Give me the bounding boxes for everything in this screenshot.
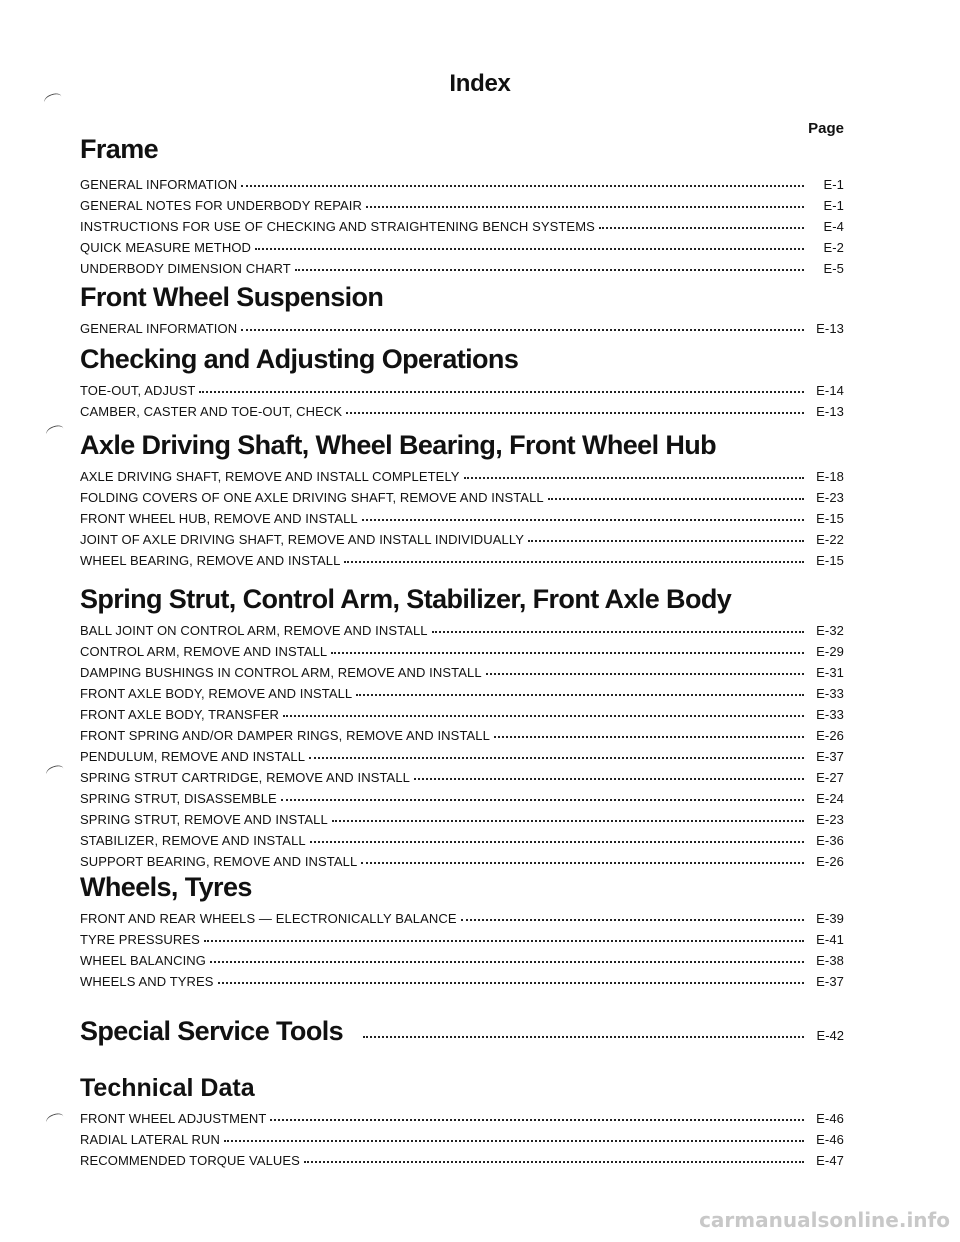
dot-leader <box>241 185 804 187</box>
entry-page: E-36 <box>816 833 844 848</box>
dot-leader <box>218 982 804 984</box>
dot-leader <box>331 652 804 654</box>
index-entry <box>80 974 844 995</box>
index-entry <box>80 623 844 644</box>
entry-list <box>80 911 844 995</box>
entry-title: FRONT WHEEL HUB, REMOVE AND INSTALL <box>80 511 358 526</box>
index-entry <box>80 812 844 833</box>
index-entry <box>80 1016 844 1047</box>
entry-page: E-37 <box>816 749 844 764</box>
index-entry <box>80 770 844 791</box>
dot-leader <box>224 1140 804 1142</box>
dot-leader <box>366 206 804 208</box>
entry-page: E-26 <box>816 728 844 743</box>
index-entry <box>80 911 844 932</box>
dot-leader <box>270 1119 804 1121</box>
section-special-service-tools <box>80 1016 844 1047</box>
section-spring-strut <box>80 584 844 875</box>
entry-title: JOINT OF AXLE DRIVING SHAFT, REMOVE AND INSTALL INDIVIDUALLY <box>80 532 525 547</box>
entry-title: FRONT AXLE BODY, REMOVE AND INSTALL <box>80 686 353 701</box>
dot-leader <box>310 841 804 843</box>
index-entry <box>80 469 844 490</box>
index-entry <box>80 791 844 812</box>
entry-title: WHEELS AND TYRES <box>80 974 214 989</box>
section-heading: Frame <box>80 134 159 164</box>
dot-leader <box>199 391 804 393</box>
dot-leader <box>281 799 804 801</box>
section-heading: Special Service Tools <box>80 1016 344 1046</box>
entry-title: RADIAL LATERAL RUN <box>80 1132 221 1147</box>
dot-leader <box>361 862 804 864</box>
entry-title: TYRE PRESSURES <box>80 932 200 947</box>
entry-page: E-27 <box>816 770 844 785</box>
index-entry <box>80 644 844 665</box>
section-heading: Technical Data <box>80 1074 255 1102</box>
entry-title: RECOMMENDED TORQUE VALUES <box>80 1153 300 1168</box>
dot-leader <box>304 1161 804 1163</box>
scan-mark <box>45 763 66 779</box>
entry-list <box>80 177 844 282</box>
entry-page: E-26 <box>816 854 844 869</box>
entry-page: E-1 <box>823 177 844 192</box>
entry-page: E-46 <box>816 1111 844 1126</box>
entry-page: E-38 <box>816 953 844 968</box>
section-heading: Front Wheel Suspension <box>80 282 384 312</box>
index-entry <box>80 490 844 511</box>
index-entry <box>80 1153 844 1174</box>
index-entry <box>80 932 844 953</box>
index-entry <box>80 261 844 282</box>
index-entry <box>80 511 844 532</box>
index-entry <box>80 219 844 240</box>
dot-leader <box>464 477 804 479</box>
dot-leader <box>255 248 804 250</box>
entry-list <box>80 469 844 574</box>
entry-title: DAMPING BUSHINGS IN CONTROL ARM, REMOVE AND INSTALL <box>80 665 482 680</box>
entry-title: QUICK MEASURE METHOD <box>80 240 252 255</box>
index-entry <box>80 665 844 686</box>
entry-title: WHEEL BALANCING <box>80 953 206 968</box>
index-entry <box>80 404 844 425</box>
entry-title: FRONT AXLE BODY, TRANSFER <box>80 707 279 722</box>
page-column-label: Page <box>808 120 844 137</box>
entry-title: SPRING STRUT, DISASSEMBLE <box>80 791 277 806</box>
dot-leader <box>344 561 804 563</box>
entry-page: E-14 <box>816 383 844 398</box>
entry-list <box>80 321 844 342</box>
entry-title: GENERAL INFORMATION <box>80 177 238 192</box>
dot-leader <box>599 227 804 229</box>
entry-title: PENDULUM, REMOVE AND INSTALL <box>80 749 306 764</box>
dot-leader <box>332 820 804 822</box>
index-entry <box>80 532 844 553</box>
index-entry <box>80 198 844 219</box>
index-entry <box>80 749 844 770</box>
entry-page: E-13 <box>816 321 844 336</box>
entry-list <box>80 383 844 425</box>
dot-leader <box>528 540 804 542</box>
entry-page: E-39 <box>816 911 844 926</box>
dot-leader <box>309 757 804 759</box>
entry-page: E-29 <box>816 644 844 659</box>
entry-page: E-22 <box>816 532 844 547</box>
entry-title: CAMBER, CASTER AND TOE-OUT, CHECK <box>80 404 343 419</box>
entry-title: TOE-OUT, ADJUST <box>80 383 196 398</box>
entry-title: BALL JOINT ON CONTROL ARM, REMOVE AND INSTALL <box>80 623 428 638</box>
dot-leader <box>432 631 804 633</box>
entry-page: E-24 <box>816 791 844 806</box>
entry-title: SPRING STRUT, REMOVE AND INSTALL <box>80 812 328 827</box>
section-frame <box>80 134 844 282</box>
dot-leader <box>461 919 804 921</box>
dot-leader <box>486 673 804 675</box>
dot-leader <box>346 412 804 414</box>
entry-page: E-46 <box>816 1132 844 1147</box>
index-entry <box>80 707 844 728</box>
entry-title: GENERAL NOTES FOR UNDERBODY REPAIR <box>80 198 362 213</box>
section-heading: Axle Driving Shaft, Wheel Bearing, Front Wheel Hub <box>80 430 717 460</box>
dot-leader <box>356 694 804 696</box>
entry-page: E-33 <box>816 686 844 701</box>
entry-page: E-41 <box>816 932 844 947</box>
entry-page: E-4 <box>823 219 844 234</box>
entry-page: E-15 <box>816 511 844 526</box>
entry-title: FRONT WHEEL ADJUSTMENT <box>80 1111 267 1126</box>
entry-page: E-23 <box>816 812 844 827</box>
entry-title: FRONT SPRING AND/OR DAMPER RINGS, REMOVE AND INSTALL <box>80 728 490 743</box>
dot-leader <box>210 961 804 963</box>
section-wheels-tyres <box>80 872 844 995</box>
entry-page: E-1 <box>823 198 844 213</box>
dot-leader <box>548 498 804 500</box>
watermark: carmanualsonline.info <box>699 1208 950 1232</box>
entry-page: E-42 <box>816 1028 844 1043</box>
entry-title: CONTROL ARM, REMOVE AND INSTALL <box>80 644 328 659</box>
page-title: Index <box>449 70 511 97</box>
entry-page: E-33 <box>816 707 844 722</box>
section-technical-data <box>80 1074 844 1174</box>
section-heading: Spring Strut, Control Arm, Stabilizer, Front Axle Body <box>80 584 732 614</box>
entry-title: FRONT AND REAR WHEELS — ELECTRONICALLY BALANCE <box>80 911 457 926</box>
entry-title: FOLDING COVERS OF ONE AXLE DRIVING SHAFT, REMOVE AND INSTALL <box>80 490 544 505</box>
index-entry <box>80 686 844 707</box>
entry-title: WHEEL BEARING, REMOVE AND INSTALL <box>80 553 341 568</box>
entry-title: STABILIZER, REMOVE AND INSTALL <box>80 833 306 848</box>
scan-mark <box>45 1111 66 1127</box>
section-heading: Wheels, Tyres <box>80 872 252 902</box>
dot-leader <box>414 778 804 780</box>
entry-page: E-37 <box>816 974 844 989</box>
index-entry <box>80 553 844 574</box>
index-entry <box>80 1111 844 1132</box>
entry-page: E-2 <box>823 240 844 255</box>
index-entry <box>80 1132 844 1153</box>
entry-page: E-15 <box>816 553 844 568</box>
entry-title: SUPPORT BEARING, REMOVE AND INSTALL <box>80 854 358 869</box>
entry-page: E-31 <box>816 665 844 680</box>
entry-page: E-23 <box>816 490 844 505</box>
entry-list <box>80 623 844 875</box>
dot-leader <box>362 519 804 521</box>
entry-list <box>80 1111 844 1174</box>
entry-page: E-18 <box>816 469 844 484</box>
entry-title: SPRING STRUT CARTRIDGE, REMOVE AND INSTALL <box>80 770 410 785</box>
index-entry <box>80 383 844 404</box>
index-entry <box>80 953 844 974</box>
index-entry <box>80 321 844 342</box>
section-front-wheel-suspension <box>80 282 844 342</box>
entry-title: AXLE DRIVING SHAFT, REMOVE AND INSTALL COMPLETELY <box>80 469 460 484</box>
section-heading: Checking and Adjusting Operations <box>80 344 519 374</box>
entry-page: E-47 <box>816 1153 844 1168</box>
entry-title: UNDERBODY DIMENSION CHART <box>80 261 291 276</box>
section-axle-driving-shaft <box>80 430 844 574</box>
entry-page: E-32 <box>816 623 844 638</box>
index-entry <box>80 177 844 198</box>
index-entry <box>80 728 844 749</box>
index-entry <box>80 833 844 854</box>
dot-leader <box>283 715 804 717</box>
dot-leader <box>241 329 804 331</box>
dot-leader <box>494 736 804 738</box>
dot-leader <box>204 940 804 942</box>
index-entry <box>80 240 844 261</box>
dot-leader <box>363 1036 804 1038</box>
entry-title: INSTRUCTIONS FOR USE OF CHECKING AND STRAIGHTENING BENCH SYSTEMS <box>80 219 595 234</box>
section-checking-adjusting <box>80 344 844 425</box>
dot-leader <box>295 269 804 271</box>
entry-title: GENERAL INFORMATION <box>80 321 238 336</box>
entry-page: E-13 <box>816 404 844 419</box>
entry-page: E-5 <box>823 261 844 276</box>
scan-mark <box>45 423 66 439</box>
